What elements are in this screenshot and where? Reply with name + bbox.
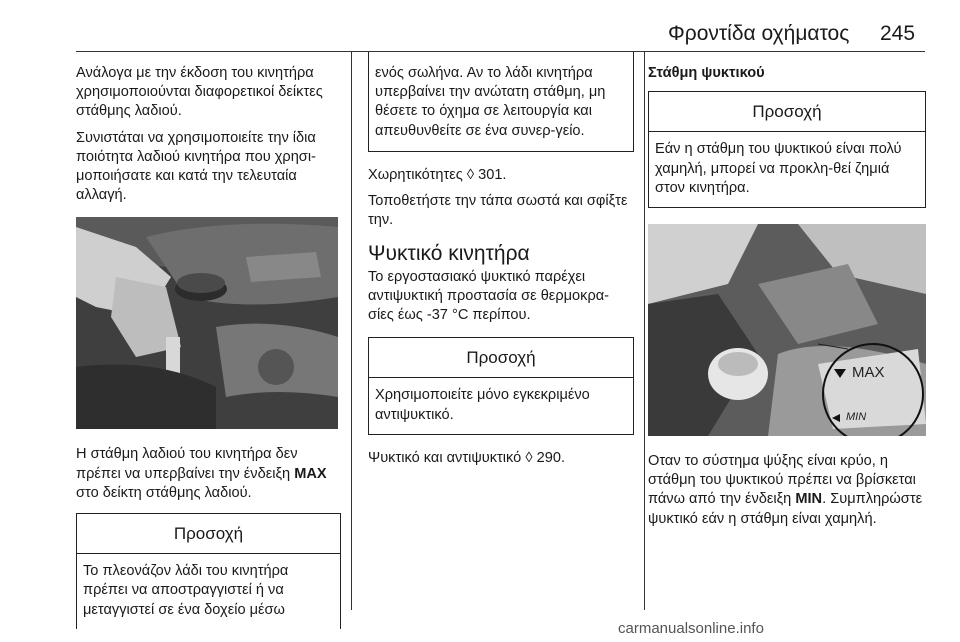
column-3: [648, 64, 926, 536]
coolant-level-paragraph: Οταν το σύστημα ψύξης είναι κρύο, η στάθμη του ψυκτικού πρέπει να βρίσκεται πάνω από την ένδειξη MIN. Συμπληρώστε ψυκτικό εάν η στάθμη είναι χαμηλή.: [648, 453, 923, 527]
engine-oil-figure: [76, 217, 338, 429]
coolant-reservoir-illustration: [648, 224, 926, 436]
caution-title: Προσοχή: [77, 514, 340, 554]
engine-oil-illustration: [76, 217, 338, 429]
capacities-reference: Χωρητικότητες ◊ 301.: [368, 166, 507, 183]
max-mark: MAX: [852, 364, 885, 382]
column-divider-1: [351, 52, 352, 610]
column-divider-2: [644, 52, 645, 610]
min-label: MIN: [795, 491, 823, 508]
caution-text-continued: ενός σωλήνα. Αν το λάδι κινητήρα υπερβαίνει την ανώτατη στάθμη, μη θέσετε το όχημα σε λειτουργία και απευθυνθείτε σε ένα συνερ-γείο.: [375, 65, 606, 139]
column-1: [76, 64, 341, 629]
watermark: carmanualsonline.info: [618, 620, 764, 637]
coolant-level-caution-box: [648, 91, 926, 208]
oil-caution-box-continued: [368, 52, 634, 152]
caution-text: Εάν η στάθμη του ψυκτικού είναι πολύ χαμηλή, μπορεί να προκλη-θεί ζημιά στον κινητήρα.: [655, 141, 902, 196]
column-2: [368, 52, 634, 475]
max-label: MAX: [294, 465, 327, 482]
coolant-caution-box: [368, 337, 634, 435]
page-number: 245: [880, 22, 916, 45]
min-mark: MIN: [846, 411, 867, 424]
section-title: Ψυκτικό κινητήρα: [368, 242, 530, 266]
antifreeze-reference: Ψυκτικό και αντιψυκτικό ◊ 290.: [368, 449, 566, 466]
subsection-title: Στάθμη ψυκτικού: [648, 65, 765, 81]
coolant-figure: [648, 224, 926, 436]
caution-text: Το πλεονάζον λάδι του κινητήρα πρέπει να αποστραγγιστεί ή να μεταγγιστεί σε ένα δοχείο μέσω: [83, 563, 289, 618]
oil-level-intro: Ανάλογα με την έκδοση του κινητήρα χρησιμοποιούνται διαφορετικοί δείκτες στάθμης λαδιού.: [76, 65, 323, 120]
caution-title: Προσοχή: [369, 338, 633, 378]
page-title: Φροντίδα οχήματος: [668, 22, 850, 45]
caution-title: Προσοχή: [649, 92, 925, 132]
oil-quality-paragraph: Συνιστάται να χρησιμοποιείτε την ίδια ποιότητα λαδιού κινητήρα που χρησι-μοποιήσατε και κατά την τελευταία αλλαγή.: [76, 129, 316, 204]
oil-caution-box: [76, 513, 341, 629]
cap-instruction: Τοποθετήστε την τάπα σωστά και σφίξτε την.: [368, 193, 628, 229]
coolant-intro: Το εργοστασιακό ψυκτικό παρέχει αντιψυκτική προστασία σε θερμοκρα-σίες έως -37 °C περίπου.: [368, 268, 610, 324]
oil-max-paragraph: Η στάθμη λαδιού του κινητήρα δεν πρέπει να υπερβαίνει την ένδειξη MAX στο δείκτη στάθμης λαδιού.: [76, 446, 327, 501]
caution-text: Χρησιμοποιείτε μόνο εγκεκριμένο αντιψυκτικό.: [375, 387, 590, 423]
